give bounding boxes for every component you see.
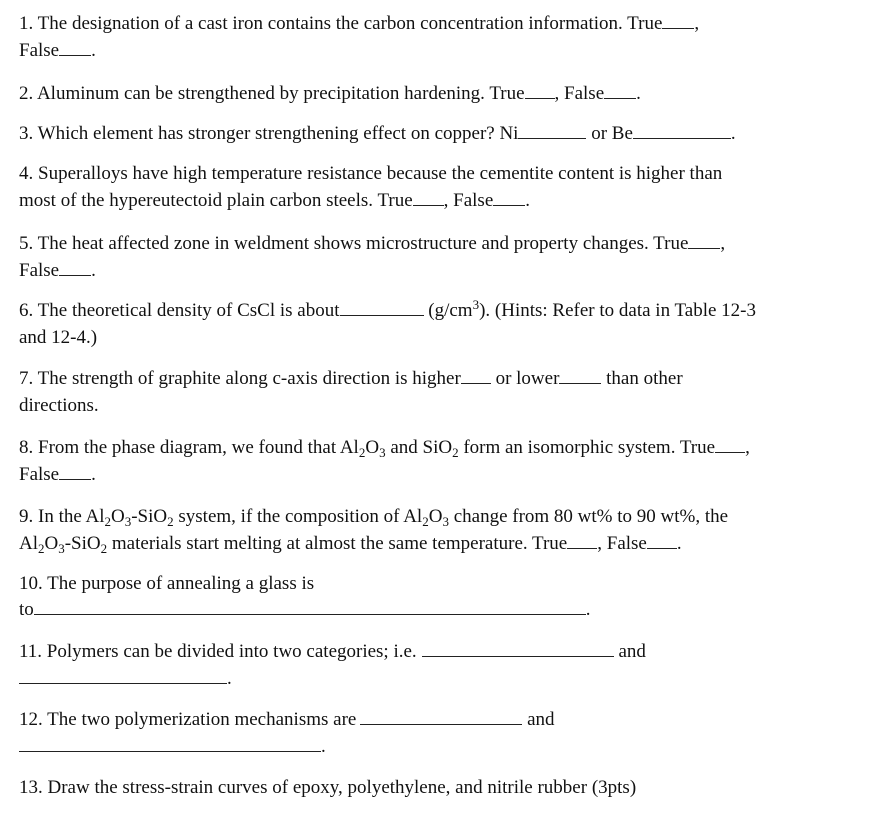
question-text: 1. The designation of a cast iron contains the carbon concentration information. True <box>19 13 663 34</box>
answer-blank[interactable] <box>59 41 91 56</box>
question-text: 7. The strength of graphite along c-axis direction is higher <box>19 368 461 389</box>
answer-blank-density[interactable] <box>340 301 424 316</box>
question-11-line-1: 11. Polymers can be divided into two categories; i.e. and <box>19 641 646 662</box>
question-text: 11. Polymers can be divided into two categories; i.e. <box>19 641 417 662</box>
answer-blank[interactable] <box>59 465 91 480</box>
question-10-line-1 <box>19 573 314 595</box>
answer-blank-true[interactable] <box>525 84 555 99</box>
question-6-line-1: 6. The theoretical density of CsCl is about $(g/cm^3)$. (Hints: Refer to data in Table 12-3 <box>19 297 756 321</box>
question-text: 5. The heat affected zone in weldment shows microstructure and property changes. True <box>19 233 689 254</box>
question-9-line-2: $Al_2O_3-SiO_2$ materials start melting at almost the same temperature. True , False . <box>19 533 682 556</box>
question-4-line-1 <box>19 163 722 185</box>
question-3: 3. Which element has stronger strengthening effect on copper? Ni or Be . <box>19 123 736 144</box>
answer-blank-false[interactable] <box>604 84 636 99</box>
question-text: 10. The purpose of annealing a glass is <box>19 573 315 594</box>
answer-blank-2[interactable] <box>19 669 227 684</box>
question-text: 13. Draw the stress-strain curves of epoxy, polyethylene, and nitrile rubber (3pts) <box>19 777 637 798</box>
answer-blank-false[interactable] <box>647 534 677 549</box>
question-text: 4. Superalloys have high temperature resistance because the cementite content is higher than <box>19 163 723 184</box>
question-text: 3. Which element has stronger strengthening effect on copper? Ni <box>19 123 519 144</box>
question-5-line-2: False . <box>19 260 96 281</box>
answer-blank[interactable] <box>59 261 91 276</box>
question-12-line-2: . <box>19 736 326 758</box>
answer-blank[interactable] <box>688 234 720 249</box>
question-13 <box>19 777 636 799</box>
question-8-line-1: 8. From the phase diagram, we found that $Al_2O_3$ and SiO$_2$ form an isomorphic system. True , <box>19 437 750 460</box>
question-11-line-2: . <box>19 668 232 690</box>
answer-blank[interactable] <box>715 438 745 453</box>
answer-blank[interactable] <box>662 14 694 29</box>
question-1-line-1: 1. The designation of a cast iron contains the carbon concentration information. True , <box>19 13 700 34</box>
question-4-line-2: most of the hypereutectoid plain carbon steels. True , False . <box>19 190 530 211</box>
question-text: 2. Aluminum can be strengthened by precipitation hardening. True <box>19 83 525 104</box>
question-text: 12. The two polymerization mechanisms are <box>19 709 357 730</box>
question-10-line-2: to . <box>19 599 591 620</box>
question-1-line-2: False . <box>19 40 96 61</box>
answer-blank[interactable] <box>34 600 586 615</box>
answer-blank-2[interactable] <box>19 737 321 752</box>
answer-blank-1[interactable] <box>360 710 522 725</box>
answer-blank-higher[interactable] <box>461 369 491 384</box>
question-5-line-1: 5. The heat affected zone in weldment shows microstructure and property changes. True , <box>19 233 726 254</box>
question-7-line-2: directions. <box>19 395 99 416</box>
question-2: 2. Aluminum can be strengthened by precipitation hardening. True , False . <box>19 83 641 104</box>
question-9-line-1: 9. In the $Al_2O_3-SiO_2$ system, if the composition of $Al_2O_3$ change from 80 wt% to 90 wt%, the <box>19 506 729 529</box>
question-7-line-1: 7. The strength of graphite along c-axis direction is higher or lower than other <box>19 368 683 389</box>
answer-blank-true[interactable] <box>413 191 444 206</box>
answer-blank-lower[interactable] <box>559 369 601 384</box>
question-12-line-1: 12. The two polymerization mechanisms are and <box>19 709 555 730</box>
answer-blank-1[interactable] <box>422 642 614 657</box>
question-text: 6. The theoretical density of CsCl is about <box>19 300 340 321</box>
answer-blank-ni[interactable] <box>518 124 586 139</box>
question-6-line-2: and 12-4.) <box>19 327 98 348</box>
answer-blank-be[interactable] <box>633 124 731 139</box>
answer-blank-false[interactable] <box>493 191 525 206</box>
question-8-line-2: False . <box>19 464 96 485</box>
question-text: False <box>19 40 60 61</box>
answer-blank-true[interactable] <box>567 534 597 549</box>
